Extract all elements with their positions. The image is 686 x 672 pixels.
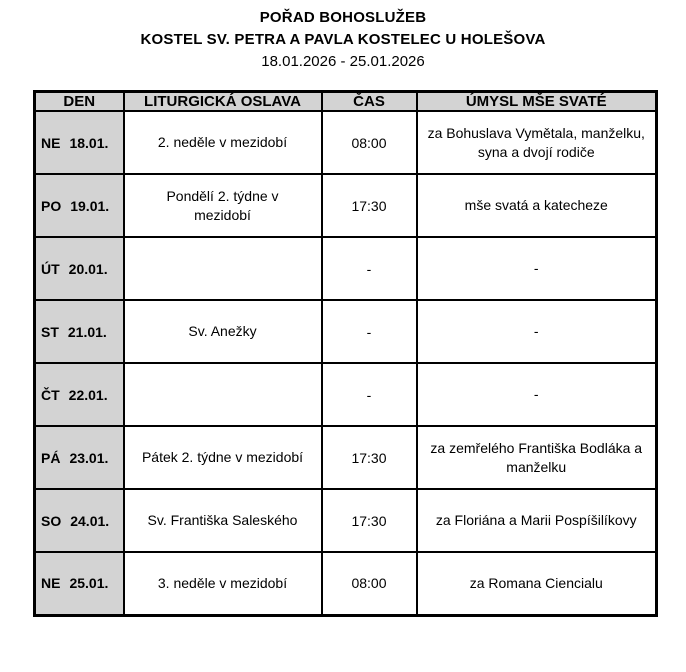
celebration-cell — [124, 363, 322, 426]
column-header-day: DEN — [35, 92, 124, 112]
celebration-cell: 3. neděle v mezidobí — [124, 552, 322, 615]
table-row — [35, 489, 657, 552]
intention-cell: mše svatá a katecheze — [417, 174, 657, 237]
header-row — [35, 92, 657, 112]
day-date: 25.01. — [69, 575, 109, 592]
church-title: KOSTEL SV. PETRA A PAVLA KOSTELEC U HOLEŠOVA — [140, 31, 546, 48]
document-header — [0, 0, 686, 73]
day-cell — [35, 363, 124, 426]
celebration-cell: 2. neděle v mezidobí — [124, 111, 322, 174]
day-cell — [35, 552, 124, 615]
day-date: 22.01. — [68, 386, 108, 403]
day-cell — [35, 174, 124, 237]
intention-cell: za zemřelého Františka Bodláka a manželku — [417, 426, 657, 489]
day-label: NE — [41, 575, 61, 592]
day-date: 20.01. — [68, 260, 108, 277]
table-row — [35, 426, 657, 489]
time-cell: - — [322, 363, 417, 426]
column-header-time: ČAS — [322, 92, 417, 112]
day-cell — [35, 426, 124, 489]
day-date: 19.01. — [70, 197, 110, 214]
time-cell: 08:00 — [322, 552, 417, 615]
time-cell: 17:30 — [322, 489, 417, 552]
celebration-cell: Sv. Anežky — [124, 300, 322, 363]
day-label: ÚT — [41, 260, 60, 277]
table-row — [35, 111, 657, 174]
day-date: 18.01. — [69, 134, 109, 151]
date-range: 18.01.2026 - 25.01.2026 — [261, 53, 425, 70]
day-cell — [35, 237, 124, 300]
day-label: PÁ — [41, 449, 61, 466]
intention-cell: za Bohuslava Vymětala, manželku, syna a dvojí rodiče — [417, 111, 657, 174]
table-row — [35, 552, 657, 615]
intention-cell: - — [417, 237, 657, 300]
time-cell: 17:30 — [322, 426, 417, 489]
page-title: POŘAD BOHOSLUŽEB — [259, 9, 427, 26]
celebration-cell — [124, 237, 322, 300]
day-date: 24.01. — [70, 512, 110, 529]
table-row — [35, 363, 657, 426]
intention-cell: - — [417, 300, 657, 363]
day-label: ČT — [41, 386, 60, 403]
table-row — [35, 174, 657, 237]
time-cell: - — [322, 300, 417, 363]
day-label: PO — [41, 197, 62, 214]
intention-cell: za Floriána a Marii Pospíšilíkovy — [417, 489, 657, 552]
day-date: 23.01. — [69, 449, 109, 466]
column-header-celebration: LITURGICKÁ OSLAVA — [124, 92, 322, 112]
time-cell: 17:30 — [322, 174, 417, 237]
day-cell — [35, 489, 124, 552]
celebration-cell: Sv. Františka Saleského — [124, 489, 322, 552]
intention-cell: za Romana Ciencialu — [417, 552, 657, 615]
day-date: 21.01. — [67, 323, 107, 340]
column-header-intention: ÚMYSL MŠE SVATÉ — [417, 92, 657, 112]
time-cell: - — [322, 237, 417, 300]
intention-cell: - — [417, 363, 657, 426]
celebration-cell: Pátek 2. týdne v mezidobí — [124, 426, 322, 489]
schedule-table — [33, 90, 658, 617]
day-cell — [35, 111, 124, 174]
day-label: NE — [41, 134, 61, 151]
celebration-cell: Pondělí 2. týdne v mezidobí — [124, 174, 322, 237]
day-cell — [35, 300, 124, 363]
day-label: ST — [41, 323, 59, 340]
time-cell: 08:00 — [322, 111, 417, 174]
table-row — [35, 300, 657, 363]
table-row — [35, 237, 657, 300]
day-label: SO — [41, 512, 62, 529]
